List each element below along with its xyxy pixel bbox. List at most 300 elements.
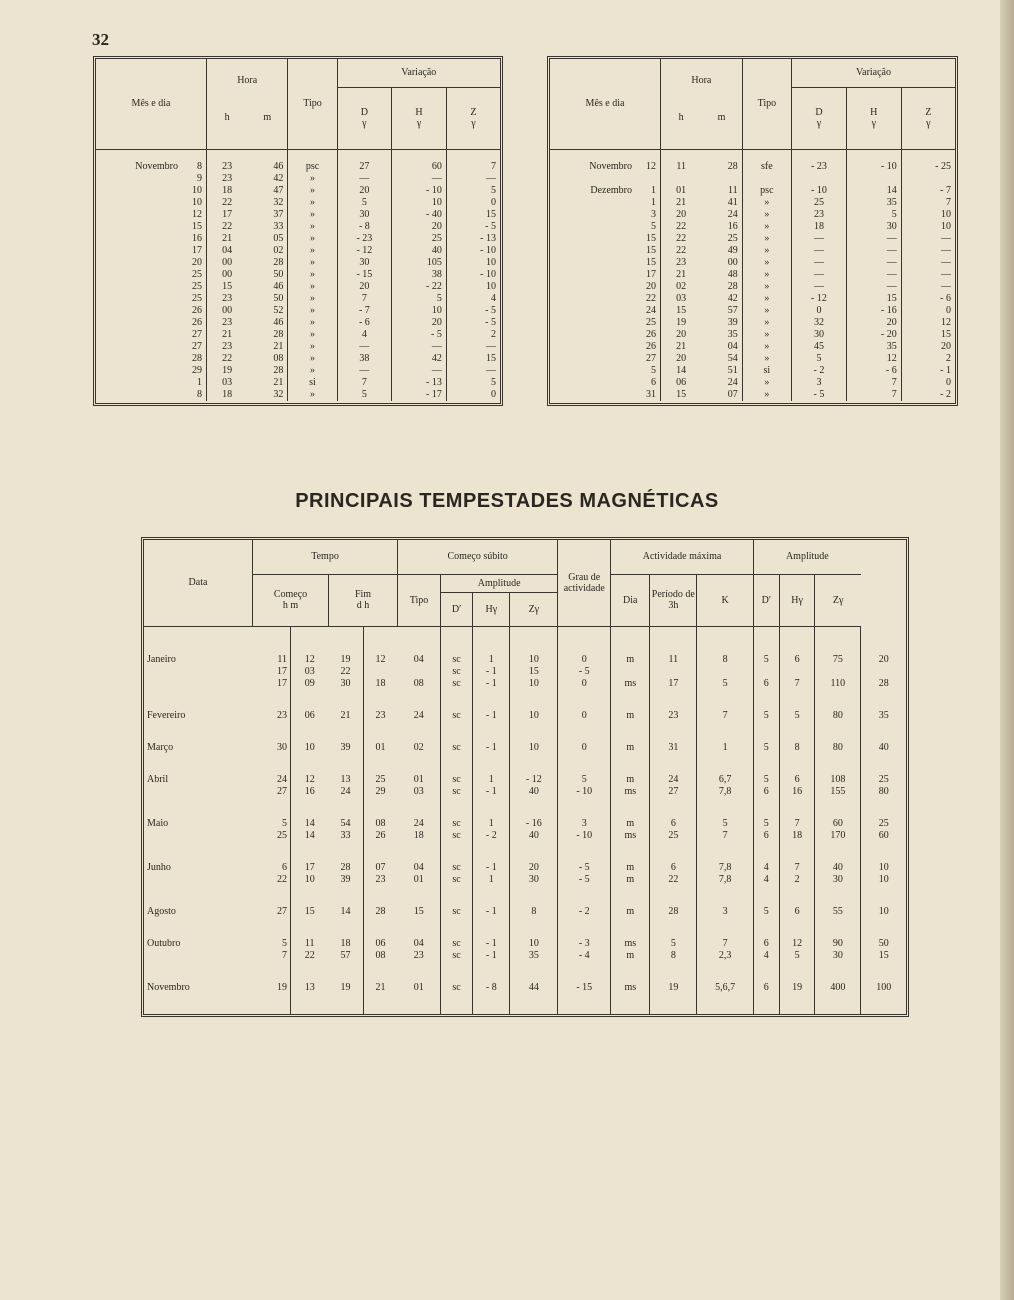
spacer-cell (290, 918, 328, 938)
table-cell: ms (611, 830, 650, 842)
col-mes-dia: Mês e dia (96, 59, 207, 149)
table-cell: ms (611, 938, 650, 950)
table-cell: 110 (815, 678, 861, 690)
table-row (96, 197, 500, 209)
spacer-cell (815, 626, 861, 654)
table-cell: 5 (650, 938, 697, 950)
col-m: m (247, 87, 288, 149)
table-cell: 15 (846, 293, 901, 305)
spacer-cell (753, 918, 779, 938)
table-cell: 6 (753, 830, 779, 842)
table-cell: 7 (697, 830, 754, 842)
spacer-cell (753, 842, 779, 862)
table-cell: 0 (558, 654, 611, 666)
table-cell: - 5 (558, 666, 611, 678)
table-cell: » (742, 269, 791, 281)
table-cell: 10 (290, 742, 328, 754)
table-cell: 25 (650, 830, 697, 842)
table-cell: - 16 (510, 818, 558, 830)
date-cell (96, 329, 207, 341)
table-cell: 8 (510, 906, 558, 918)
date-cell (550, 197, 661, 209)
table-row (96, 209, 500, 221)
table-cell: 5 (281, 938, 287, 949)
table-cell: si (742, 365, 791, 377)
day-label: 5 (651, 221, 656, 232)
spacer-cell (363, 886, 398, 906)
table-cell: - 5 (392, 329, 447, 341)
table-cell: 02 (413, 742, 424, 753)
date-cell (96, 389, 207, 401)
spacer-cell (510, 722, 558, 742)
table-cell: Janeiro (147, 654, 176, 665)
table-cell: 57 (340, 950, 351, 961)
date-cell (550, 317, 661, 329)
table-cell: 29 (363, 786, 398, 798)
table-cell: 6 (753, 982, 779, 994)
table-cell: - 7 (901, 185, 955, 197)
table-cell: 26 (363, 830, 398, 842)
col-data: Data (144, 540, 253, 626)
spacer-cell (753, 754, 779, 774)
table-cell: 7 (779, 678, 815, 690)
table-cell (144, 830, 253, 842)
table-cell: - 1 (473, 666, 510, 678)
table-cell: — (792, 233, 847, 245)
table-cell: 30 (815, 950, 861, 962)
table-cell: » (742, 293, 791, 305)
table-cell: 30 (815, 874, 861, 886)
table-cell: - 13 (446, 233, 500, 245)
spacer-cell (253, 690, 291, 710)
table-cell: 23 (207, 161, 248, 173)
table-cell: 46 (273, 317, 284, 328)
table-row (96, 269, 500, 281)
date-cell (550, 269, 661, 281)
spacer-cell (398, 886, 441, 906)
table-cell: 10 (392, 197, 447, 209)
spacer-cell (861, 994, 906, 1014)
table-cell: » (288, 329, 337, 341)
col-amplitude: Amplitude (753, 540, 861, 574)
day-label: 10 (192, 185, 202, 196)
table-cell: 28 (340, 862, 351, 873)
table-cell (792, 173, 847, 185)
spacer-cell (510, 994, 558, 1014)
col-actividade-maxima: Actividade máxima (611, 540, 754, 574)
table-cell: 04 (207, 245, 248, 257)
table-cell: m (611, 774, 650, 786)
spacer-cell (247, 149, 288, 161)
col-tipo: Tipo (288, 59, 337, 149)
spacer-cell (253, 962, 291, 982)
right-table-body (550, 149, 955, 401)
table-cell: - 1 (901, 365, 955, 377)
col-D: D′ (441, 592, 473, 626)
table-cell: sc (441, 830, 473, 842)
spacer-row (144, 754, 906, 774)
spacer-cell (901, 149, 955, 161)
table-cell: 20 (392, 317, 447, 329)
table-cell: sc (441, 654, 473, 666)
spacer-cell (441, 754, 473, 774)
spacer-cell (441, 722, 473, 742)
table-cell: 23 (650, 710, 697, 722)
table-cell: psc (288, 161, 337, 173)
table-cell: 10 (290, 874, 328, 886)
date-cell (96, 341, 207, 353)
unit-gamma: γ (816, 118, 822, 129)
spacer-cell (861, 722, 906, 742)
table-cell: 7 (281, 950, 287, 961)
table-cell: 22 (207, 197, 248, 209)
table-cell: 23 (363, 710, 398, 722)
day-label: 8 (197, 161, 202, 172)
table-cell: — (901, 233, 955, 245)
table-cell: 10 (392, 305, 447, 317)
table-row (550, 317, 955, 329)
table-row (550, 161, 955, 173)
date-cell (550, 365, 661, 377)
table-cell: 18 (363, 678, 398, 690)
table-cell: 54 (727, 353, 738, 364)
spacer-cell (473, 626, 510, 654)
table-cell: 48 (727, 269, 738, 280)
spacer-cell (253, 626, 291, 654)
table-cell: — (901, 257, 955, 269)
table-cell: — (392, 365, 447, 377)
table-cell: 16 (727, 221, 738, 232)
table-cell: » (742, 329, 791, 341)
table-cell: 21 (661, 341, 702, 353)
table-cell: 6,7 (697, 774, 754, 786)
spacer-cell (144, 886, 253, 906)
table-cell: — (792, 257, 847, 269)
table-cell: - 2 (473, 830, 510, 842)
table-cell: 0 (558, 678, 611, 690)
table-cell: 37 (273, 209, 284, 220)
table-cell: — (337, 365, 392, 377)
col-periodo: Período de 3h (650, 574, 697, 626)
table-cell: sc (441, 862, 473, 874)
day-label: 26 (192, 317, 202, 328)
table-row (550, 365, 955, 377)
date-cell (96, 353, 207, 365)
table-cell: 03 (413, 786, 424, 797)
spacer-cell (611, 918, 650, 938)
spacer-cell (473, 798, 510, 818)
spacer-row (144, 886, 906, 906)
spacer-cell (473, 994, 510, 1014)
table-cell: 8 (779, 742, 815, 754)
table-cell: 13 (290, 982, 328, 994)
table-row (144, 862, 906, 874)
table-cell: 15 (661, 389, 702, 401)
table-cell: — (392, 341, 447, 353)
spacer-cell (558, 962, 611, 982)
table-cell: - 6 (846, 365, 901, 377)
table-cell: 1 (697, 742, 754, 754)
table-cell: 16 (779, 786, 815, 798)
table-cell: 30 (276, 742, 287, 753)
spacer-cell (815, 962, 861, 982)
table-cell: 24 (340, 786, 351, 797)
month-label: Dezembro (590, 185, 632, 196)
spacer-cell (510, 690, 558, 710)
spacer-cell (473, 918, 510, 938)
table-cell: 28 (650, 906, 697, 918)
table-cell: 15 (661, 305, 702, 317)
table-cell (753, 666, 779, 678)
table-cell: 04 (413, 862, 424, 873)
table-cell: 7 (446, 161, 500, 173)
day-label: 20 (192, 257, 202, 268)
table-row (144, 666, 906, 678)
table-cell: 6 (753, 786, 779, 798)
table-cell: 30 (340, 678, 351, 689)
spacer-cell (779, 754, 815, 774)
table-cell: 08 (363, 950, 398, 962)
spacer-cell (253, 842, 291, 862)
table-row (144, 982, 906, 994)
table-cell: - 23 (337, 233, 392, 245)
table-cell: 14 (290, 818, 328, 830)
table-cell: 17 (290, 862, 328, 874)
day-label: 24 (646, 305, 656, 316)
spacer-cell (815, 722, 861, 742)
table-cell: 23 (207, 341, 248, 353)
table-row (550, 389, 955, 401)
table-cell: sc (441, 818, 473, 830)
table-cell: — (901, 269, 955, 281)
spacer-cell (753, 798, 779, 818)
table-cell: - 8 (473, 982, 510, 994)
table-cell (846, 173, 901, 185)
table-cell: 12 (846, 353, 901, 365)
spacer-cell (290, 962, 328, 982)
table-cell: 08 (273, 353, 284, 364)
table-cell: sc (441, 742, 473, 754)
spacer-cell (861, 690, 906, 710)
table-row (550, 257, 955, 269)
table-cell: 21 (207, 329, 248, 341)
spacer-cell (363, 994, 398, 1014)
table-cell: 22 (661, 221, 702, 233)
table-cell: 10 (446, 257, 500, 269)
spacer-cell (650, 886, 697, 906)
table-row (96, 281, 500, 293)
table-cell: 1 (473, 874, 510, 886)
table-cell: 60 (392, 161, 447, 173)
table-row (550, 209, 955, 221)
spacer-cell (697, 754, 754, 774)
day-label: 9 (197, 173, 202, 184)
spacer-cell (253, 722, 291, 742)
spacer-cell (861, 886, 906, 906)
spacer-cell (650, 842, 697, 862)
table-cell: Maio (147, 818, 169, 829)
table-cell: 11 (650, 654, 697, 666)
table-row (96, 161, 500, 173)
table-row (550, 353, 955, 365)
spacer-cell (329, 886, 364, 906)
day-label: 8 (197, 389, 202, 400)
col-hora: Hora (207, 59, 288, 87)
table-cell: - 15 (558, 982, 611, 994)
table-cell: 31 (650, 742, 697, 754)
table-cell (144, 666, 253, 678)
table-cell: » (288, 365, 337, 377)
day-label: 12 (646, 161, 656, 172)
table-cell: » (742, 317, 791, 329)
spacer-cell (363, 690, 398, 710)
date-cell (96, 233, 207, 245)
table-cell: 0 (558, 710, 611, 722)
col-comeco: Começo (273, 589, 308, 600)
spacer-cell (650, 722, 697, 742)
day-label: 17 (646, 269, 656, 280)
table-cell: 21 (207, 233, 248, 245)
table-cell: 25 (861, 774, 906, 786)
table-cell: 28 (273, 365, 284, 376)
table-cell (661, 173, 702, 185)
table-cell: - 1 (473, 710, 510, 722)
spacer-row (144, 842, 906, 862)
spacer-cell (441, 962, 473, 982)
table-row (144, 774, 906, 786)
table-row (144, 818, 906, 830)
table-cell (363, 666, 398, 678)
spacer-row (144, 918, 906, 938)
spacer-cell (398, 842, 441, 862)
table-cell: 2 (779, 874, 815, 886)
table-row (96, 329, 500, 341)
table-cell: 14 (661, 365, 702, 377)
day-label: 27 (192, 329, 202, 340)
table-cell: — (392, 173, 447, 185)
spacer-cell (329, 754, 364, 774)
table-cell: - 2 (558, 906, 611, 918)
spacer-cell (207, 149, 248, 161)
table-cell: 03 (661, 293, 702, 305)
spacer-cell (779, 886, 815, 906)
table-cell: 30 (846, 221, 901, 233)
day-label: 28 (192, 353, 202, 364)
table-row (144, 830, 906, 842)
table-cell: 5 (281, 818, 287, 829)
table-cell: 42 (273, 173, 284, 184)
table-cell: - 5 (446, 317, 500, 329)
col-Z: Zγ (510, 592, 558, 626)
table-cell: - 23 (792, 161, 847, 173)
table-cell: — (846, 269, 901, 281)
date-cell (550, 173, 661, 185)
spacer-cell (697, 994, 754, 1014)
spacer-cell (473, 722, 510, 742)
day-label: 26 (646, 329, 656, 340)
table-cell: » (288, 305, 337, 317)
table-row (144, 906, 906, 918)
table-cell: 21 (273, 341, 284, 352)
spacer-cell (363, 842, 398, 862)
spacer-cell (753, 722, 779, 742)
table-cell: » (288, 173, 337, 185)
spacer-cell (650, 754, 697, 774)
table-cell: 5 (779, 950, 815, 962)
table-cell: 6 (753, 678, 779, 690)
left-table-body (96, 149, 500, 401)
table-cell: » (288, 293, 337, 305)
table-cell: sc (441, 982, 473, 994)
spacer-row (144, 798, 906, 818)
spacer-cell (363, 798, 398, 818)
table-cell: 00 (727, 257, 738, 268)
table-cell: 23 (661, 257, 702, 269)
spacer-cell (650, 994, 697, 1014)
table-cell: sc (441, 678, 473, 690)
spacer-cell (473, 962, 510, 982)
table-cell: » (288, 353, 337, 365)
date-cell (96, 185, 207, 197)
table-cell: 28 (273, 329, 284, 340)
table-row (96, 221, 500, 233)
table-cell: 39 (727, 317, 738, 328)
spacer-cell (753, 962, 779, 982)
table-cell: 25 (276, 830, 287, 841)
table-cell: Abril (147, 774, 169, 785)
table-cell: 32 (273, 389, 284, 400)
table-row (144, 710, 906, 722)
table-cell: - 13 (392, 377, 447, 389)
table-cell: 10 (510, 678, 558, 690)
table-cell: - 4 (558, 950, 611, 962)
spacer-cell (441, 798, 473, 818)
table-cell: 39 (340, 874, 351, 885)
table-cell: 35 (846, 341, 901, 353)
table-cell: 14 (290, 830, 328, 842)
table-cell: Junho (147, 862, 171, 873)
day-label: 31 (646, 389, 656, 400)
spacer-cell (861, 918, 906, 938)
table-cell: 20 (661, 209, 702, 221)
spacer-row (550, 149, 955, 161)
table-cell: - 7 (337, 305, 392, 317)
table-cell: » (742, 341, 791, 353)
table-cell (144, 786, 253, 798)
table-cell: 22 (650, 874, 697, 886)
spacer-cell (398, 994, 441, 1014)
spacer-row (144, 722, 906, 742)
table-cell: 15 (510, 666, 558, 678)
day-label: 17 (192, 245, 202, 256)
table-cell: - 6 (901, 293, 955, 305)
spacer-cell (779, 962, 815, 982)
table-cell: » (288, 209, 337, 221)
spacer-cell (363, 722, 398, 742)
table-cell: 2 (446, 329, 500, 341)
spacer-cell (144, 962, 253, 982)
storms-grid (144, 540, 906, 1014)
table-cell: 24 (727, 209, 738, 220)
table-cell: 06 (363, 938, 398, 950)
day-label: 10 (192, 197, 202, 208)
table-cell: sc (441, 710, 473, 722)
table-cell: 11 (290, 938, 328, 950)
table-cell: 6 (779, 906, 815, 918)
storms-table-body (144, 626, 906, 1014)
spacer-row (144, 690, 906, 710)
date-cell (550, 209, 661, 221)
